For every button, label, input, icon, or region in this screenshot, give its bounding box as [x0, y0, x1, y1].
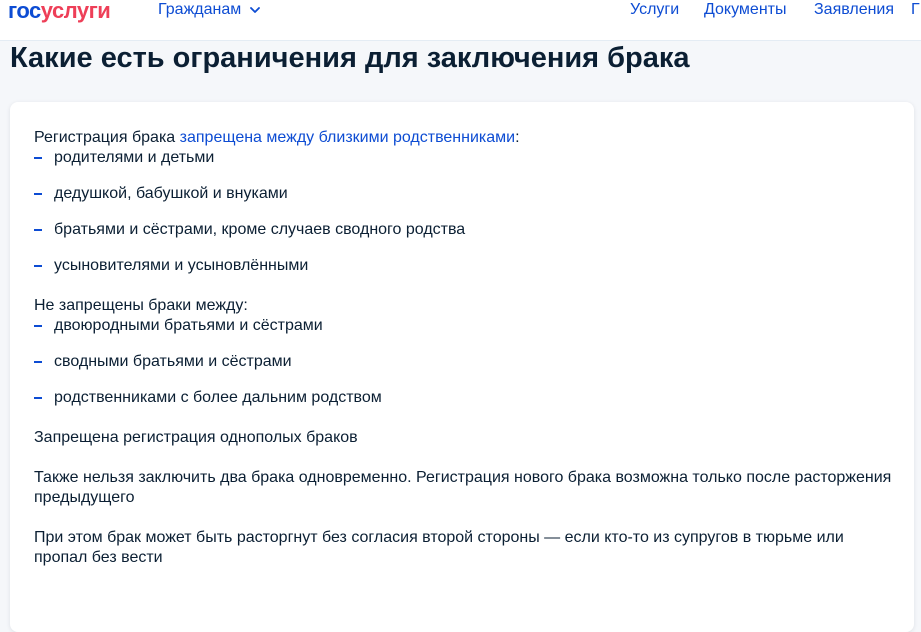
- allowed-heading: Не запрещены браки между:: [34, 297, 248, 314]
- citizens-menu[interactable]: [158, 0, 261, 20]
- list-item: [34, 220, 894, 240]
- list-item-text: сводными братьями и сёстрами: [54, 353, 292, 370]
- list-item: [34, 352, 894, 372]
- logo-part-uslugi: услуги: [40, 0, 111, 23]
- nav-item-truncated[interactable]: Г: [911, 1, 920, 18]
- list-item-text: родственниками с более дальним родством: [54, 389, 382, 406]
- list-item: [34, 316, 894, 336]
- logo-part-gos: гос: [8, 0, 41, 23]
- intro-paragraph: [34, 128, 894, 148]
- intro-prefix: Регистрация брака: [34, 129, 180, 146]
- list-item-text: двоюродными братьями и сёстрами: [54, 317, 323, 334]
- same-sex-paragraph: Запрещена регистрация однополых браков: [34, 429, 358, 446]
- dash-bullet-icon: [34, 361, 42, 363]
- chevron-down-icon: [249, 4, 261, 16]
- dash-bullet-icon: [34, 157, 42, 159]
- list-item: [34, 256, 894, 276]
- citizens-menu-label: Гражданам: [158, 1, 242, 18]
- dash-bullet-icon: [34, 397, 42, 399]
- allowed-list: [34, 316, 894, 408]
- list-item-text: усыновителями и усыновлёнными: [54, 257, 309, 274]
- list-item: [34, 184, 894, 204]
- restrictions-content: [34, 128, 894, 568]
- dash-bullet-icon: [34, 325, 42, 327]
- list-item-text: братьями и сёстрами, кроме случаев сводного родства: [54, 221, 466, 238]
- two-marriages-paragraph: Также нельзя заключить два брака одновременно. Регистрация нового брака возможна только после расторжения предыдущего: [34, 469, 892, 506]
- list-item-text: родителями и детьми: [54, 149, 215, 166]
- list-item: [34, 148, 894, 168]
- page-title: Какие есть ограничения для заключения брака: [10, 42, 690, 74]
- list-item: [34, 388, 894, 408]
- forbidden-relatives-link[interactable]: запрещена между близкими родственниками: [179, 129, 516, 146]
- nav-applications[interactable]: Заявления: [814, 1, 895, 18]
- forbidden-list: [34, 148, 894, 276]
- nav-documents[interactable]: Документы: [704, 1, 787, 18]
- divorce-paragraph: При этом брак может быть расторгнут без согласия второй стороны — если кто-то из супругов в тюрьме или пропал без вести: [34, 529, 844, 566]
- top-header: [0, 0, 921, 41]
- dash-bullet-icon: [34, 229, 42, 231]
- intro-suffix: :: [515, 129, 520, 146]
- dash-bullet-icon: [34, 265, 42, 267]
- list-item-text: дедушкой, бабушкой и внуками: [54, 185, 288, 202]
- nav-services[interactable]: Услуги: [630, 1, 680, 18]
- gosuslugi-logo[interactable]: [8, 0, 110, 25]
- dash-bullet-icon: [34, 193, 42, 195]
